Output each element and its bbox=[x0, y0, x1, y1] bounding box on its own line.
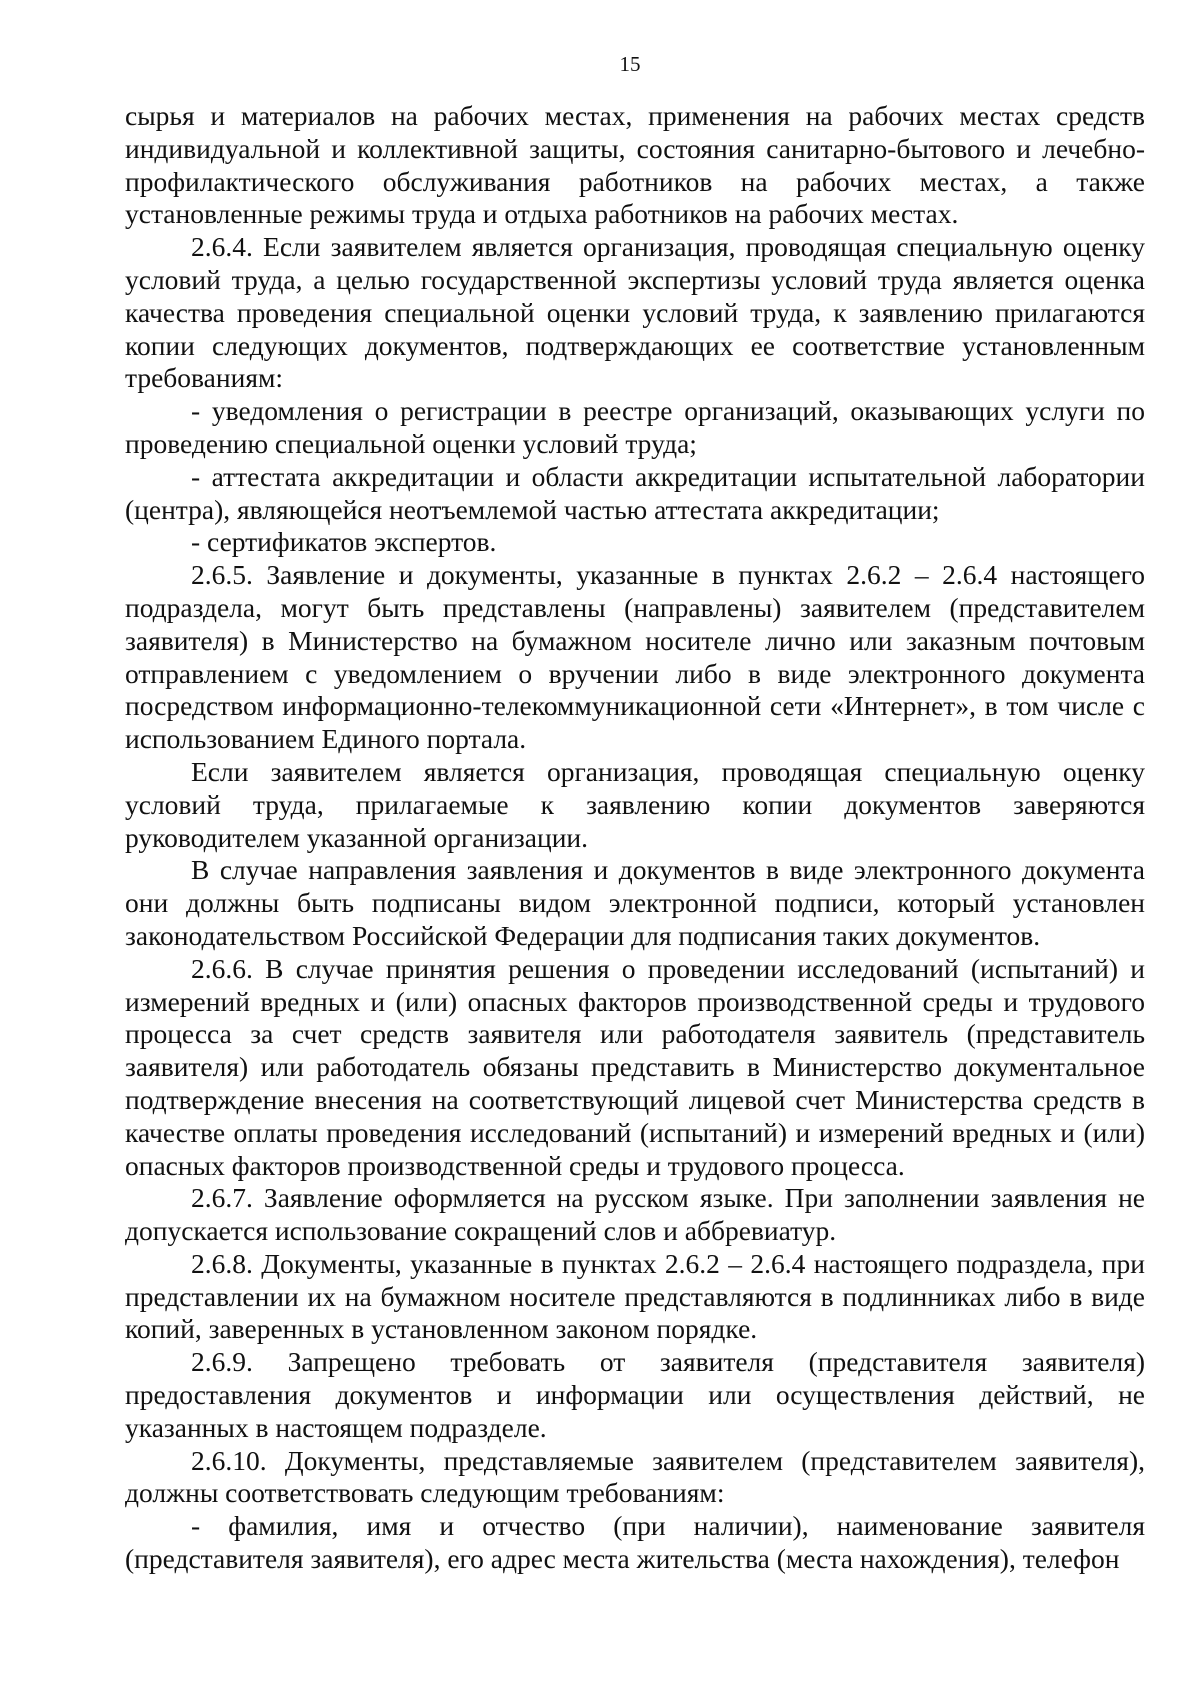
paragraph-2-6-7: 2.6.7. Заявление оформляется на русском языке. При заполнении заявления не допускается использование сокращений слов и аббревиатур. bbox=[125, 1182, 1145, 1247]
list-item-registration-notice: - уведомления о регистрации в реестре организаций, оказывающих услуги по проведению специальной оценки условий труда; bbox=[125, 395, 1145, 459]
paragraph-2-6-9: 2.6.9. Запрещено требовать от заявителя (представителя заявителя) предоставления документов и информации или осуществления действий, не указанных в настоящем подразделе. bbox=[125, 1346, 1145, 1443]
paragraph-certification-by-head: Если заявителем является организация, проводящая специальную оценку условий труда, прилагаемые к заявлению копии документов заверяются руководителем указанной организации. bbox=[125, 755, 1145, 853]
paragraph-2-6-10: 2.6.10. Документы, представляемые заявителем (представителем заявителя), должны соответствовать следующим требованиям: bbox=[125, 1444, 1145, 1509]
list-item-applicant-details: - фамилия, имя и отчество (при наличии), наименование заявителя (представителя заявителя), его адрес места жительства (места нахождения), телефон bbox=[125, 1510, 1145, 1575]
paragraph-2-6-6: 2.6.6. В случае принятия решения о проведении исследований (испытаний) и измерений вредных и (или) опасных факторов производственной среды и трудового процесса за счет средств заявителя или работодателя заявитель (представитель заявителя) или работодатель обязаны представить в Министерство документальное подтверждение внесения на соответствующий лицевой счет Министерства средств в качестве оплаты проведения исследований (испытаний) и измерений вредных и (или) опасных факторов производственной среды и трудового процесса. bbox=[125, 952, 1145, 1181]
paragraph-electronic-signature: В случае направления заявления и документов в виде электронного документа они должны быть подписаны видом электронной подписи, который установлен законодательством Российской Федерации для подписания таких документов. bbox=[125, 854, 1145, 951]
list-item-accreditation-certificate: - аттестата аккредитации и области аккредитации испытательной лаборатории (центра), являющейся неотъемлемой частью аттестата аккредитации; bbox=[125, 460, 1145, 525]
paragraph-2-6-5: 2.6.5. Заявление и документы, указанные в пунктах 2.6.2 – 2.6.4 настоящего подраздела, могут быть представлены (направлены) заявителем (представителем заявителя) в Министерство на бумажном носителе лично или заказным почтовым отправлением с уведомлением о вручении либо в виде электронного документа посредством информационно-телекоммуникационной сети «Интернет», в том числе с использованием Единого портала. bbox=[125, 559, 1145, 755]
page-number: 15 bbox=[619, 52, 641, 76]
paragraph-2-6-8: 2.6.8. Документы, указанные в пунктах 2.6.2 – 2.6.4 настоящего подраздела, при представлении их на бумажном носителе представляются в подлинниках либо в виде копий, заверенных в установленном законом порядке. bbox=[125, 1247, 1145, 1345]
paragraph-2-6-4: 2.6.4. Если заявителем является организация, проводящая специальную оценку условий труда, а целью государственной экспертизы условий труда является оценка качества проведения специальной оценки условий труда, к заявлению прилагаются копии следующих документов, подтверждающих ее соответствие установленным требованиям: bbox=[125, 231, 1145, 394]
document-body bbox=[125, 100, 1145, 1576]
paragraph-continuation: сырья и материалов на рабочих местах, применения на рабочих местах средств индивидуальной и коллективной защиты, состояния санитарно-бытового и лечебно-профилактического обслуживания работников на рабочих местах, а также установленные режимы труда и отдыха работников на рабочих местах. bbox=[125, 100, 1145, 230]
list-item-expert-certificates: - сертификатов экспертов. bbox=[191, 526, 497, 558]
